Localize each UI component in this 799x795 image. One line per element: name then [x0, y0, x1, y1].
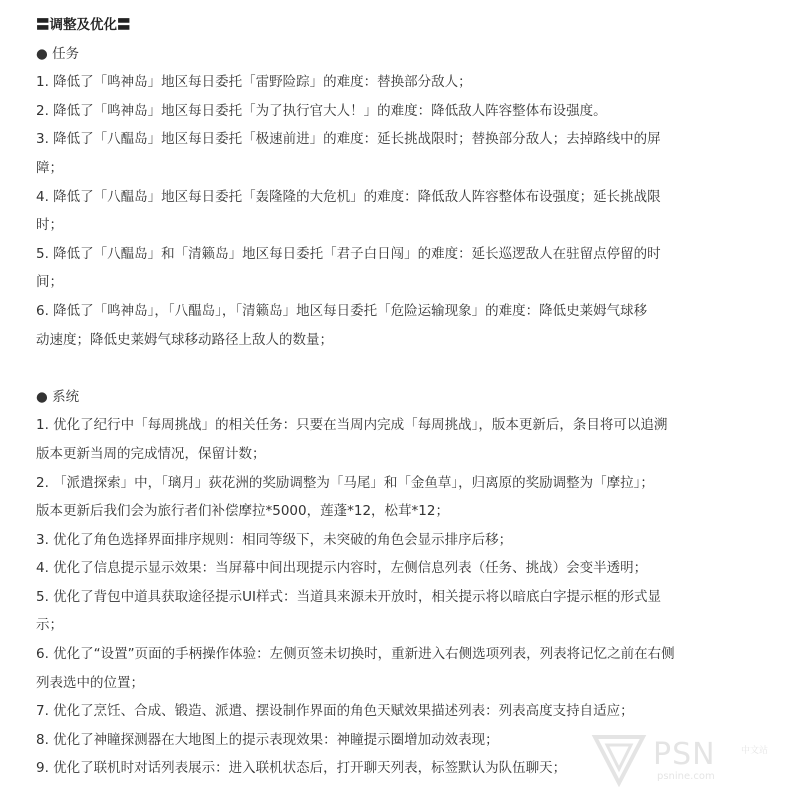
- text-line: 3. 优化了角色选择界面排序规则：相同等级下，未突破的角色会显示排序后移；: [36, 531, 513, 548]
- text-line: 6. 优化了“设置”页面的手柄操作体验：左侧页签未切换时，重新进入右侧选项列表，列表将记忆之前在右侧: [36, 646, 675, 663]
- psnine-watermark: [591, 731, 791, 791]
- text-line: 1. 优化了纪行中「每周挑战」的相关任务：只要在当周内完成「每周挑战」，版本更新后，条目将可以追溯: [36, 417, 668, 434]
- text-line: 6. 降低了「鸣神岛」，「八醖岛」，「清籁岛」地区每日委托「危险运输现象」的难度：降低史莱姆气球移: [36, 302, 648, 319]
- text-line: 示；: [36, 617, 63, 634]
- text-line: 4. 降低了「八醖岛」地区每日委托「轰隆隆的大危机」的难度：降低敌人阵容整体布设强度；延长挑战限: [36, 188, 661, 205]
- text-line: 7. 优化了烹饪、合成、锻造、派遣、摆设制作界面的角色天赋效果描述列表：列表高度支持自适应；: [36, 703, 634, 720]
- text-line: 4. 优化了信息提示显示效果：当屏幕中间出现提示内容时，左侧信息列表（任务、挑战）会变半透明；: [36, 560, 648, 577]
- text-line: 2. 降低了「鸣神岛」地区每日委托「为了执行官大人！」的难度：降低敌人阵容整体布设强度。: [36, 102, 607, 119]
- text-line: 障；: [36, 159, 63, 176]
- watermark-cn: 中文站: [741, 746, 769, 756]
- section-spacer: [36, 354, 776, 383]
- text-line: 间；: [36, 274, 63, 291]
- text-line: 版本更新当周的完成情况，保留计数；: [36, 445, 266, 462]
- watermark-brand: PSN: [653, 737, 716, 772]
- text-line: 版本更新后我们会为旅行者们补偿摩拉*5000，莲蓬*12，松茸*12；: [36, 503, 449, 520]
- document-title: 〓调整及优化〓: [36, 17, 131, 33]
- watermark-domain: psnine.com: [657, 771, 715, 782]
- text-line: 5. 优化了背包中道具获取途径提示UI样式：当道具来源未开放时，相关提示将以暗底白字提示框的形式显: [36, 588, 662, 605]
- section-header-tasks: ● 任务: [36, 45, 80, 62]
- text-line: 2. 「派遣探索」中，「璃月」荻花洲的奖励调整为「马尾」和「金鱼草」，归离原的奖励调整为「摩拉」；: [36, 474, 654, 491]
- text-line: 8. 优化了神瞳探测器在大地图上的提示表现效果：神瞳提示圈增加动效表现；: [36, 731, 499, 748]
- text-line: 3. 降低了「八醖岛」地区每日委托「极速前进」的难度：延长挑战限时；替换部分敌人；去掉路线中的屏: [36, 131, 661, 148]
- section-header-system: ● 系统: [36, 388, 80, 405]
- text-line: 列表选中的位置；: [36, 674, 144, 691]
- text-line: 时；: [36, 217, 63, 234]
- document-body: [36, 11, 776, 783]
- text-line: 9. 优化了联机时对话列表展示：进入联机状态后，打开聊天列表，标签默认为队伍聊天；: [36, 760, 567, 777]
- psnine-logo-icon: [591, 731, 647, 787]
- text-line: 动速度；降低史莱姆气球移动路径上敌人的数量；: [36, 331, 333, 348]
- text-line: 5. 降低了「八醖岛」和「清籁岛」地区每日委托「君子白日闯」的难度：延长巡逻敌人在驻留点停留的时: [36, 245, 661, 262]
- text-line: 1. 降低了「鸣神岛」地区每日委托「雷野险踪」的难度：替换部分敌人；: [36, 74, 472, 91]
